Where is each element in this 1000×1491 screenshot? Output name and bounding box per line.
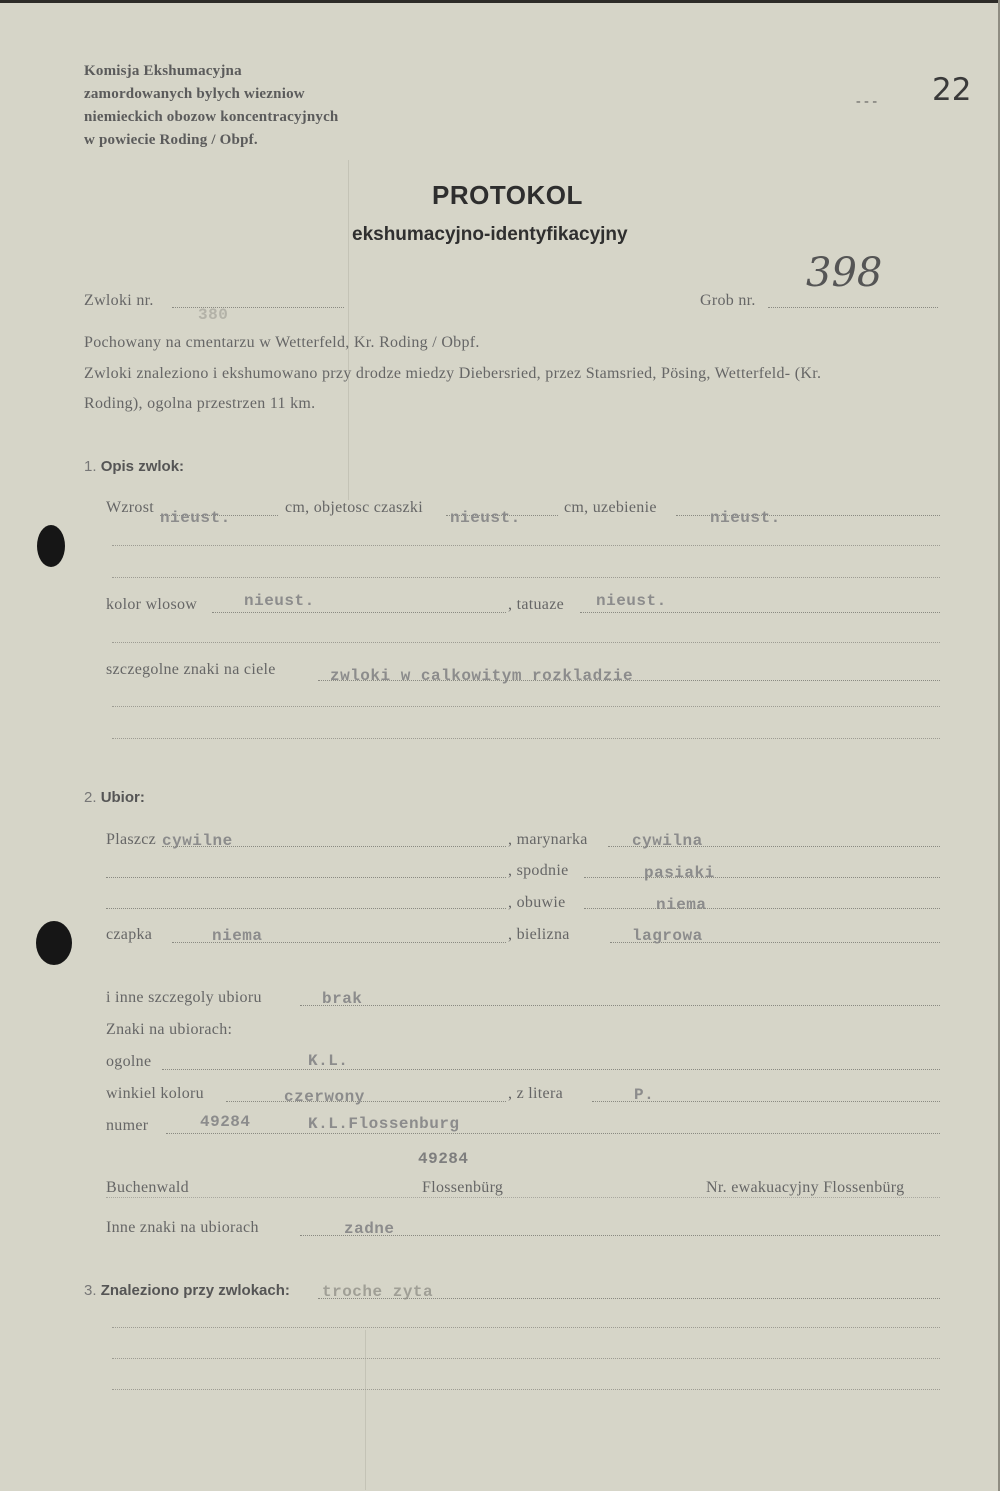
grave-number-label: Grob nr. (700, 292, 756, 309)
section-1-ruled-line (112, 738, 940, 739)
tattoo-line (580, 612, 940, 613)
found-text-line-1: Zwloki znaleziono i ekshumowano przy drodze miedzy Diebersried, przez Stamsried, Pösing, Wetterfeld- (Kr. (84, 365, 822, 382)
corpse-number-value: 380 (198, 306, 229, 324)
underwear-value: lagrowa (632, 927, 703, 945)
hair-color-line (212, 612, 506, 613)
triangle-color-line (226, 1101, 506, 1102)
section-1-ruled-line (112, 545, 940, 546)
other-clothing-marks-value: zadne (344, 1220, 395, 1238)
section-3-title: Znaleziono przy zwlokach: (100, 1282, 290, 1299)
coat-value: cywilne (162, 832, 233, 850)
jacket-label: , marynarka (508, 831, 588, 848)
camp-name-value: K.L.Flossenburg (308, 1115, 460, 1133)
section-1-ruled-line (112, 642, 940, 643)
section-2-number: 2. (84, 789, 97, 806)
section-3-ruled-line (112, 1389, 940, 1390)
org-line-2: zamordowanych bylych wiezniow (84, 86, 305, 102)
coat-label: Plaszcz (106, 831, 157, 848)
other-clothing-marks-line (300, 1235, 940, 1236)
general-marks-line (162, 1069, 940, 1070)
punch-hole-bottom (36, 921, 72, 965)
clothing-ruled-line (106, 877, 506, 878)
shoes-value: niema (656, 896, 707, 914)
jacket-value: cywilna (632, 832, 703, 850)
fold-line (365, 1330, 366, 1490)
column-labels-line (106, 1197, 940, 1198)
section-1-ruled-line (112, 706, 940, 707)
org-line-3: niemieckich obozow koncentracyjnych (84, 109, 339, 125)
found-items-value: troche zyta (322, 1283, 434, 1301)
other-clothing-marks-label: Inne znaki na ubiorach (106, 1219, 259, 1236)
prisoner-number-value: 49284 (200, 1113, 251, 1131)
fold-line (348, 160, 349, 500)
clothing-marks-title: Znaki na ubiorach: (106, 1021, 233, 1038)
found-items-line (318, 1298, 940, 1299)
prisoner-number-label: numer (106, 1117, 149, 1134)
section-3-ruled-line (112, 1358, 940, 1359)
section-2-heading (84, 789, 145, 806)
prisoner-number-line (166, 1133, 940, 1134)
trousers-label: , spodnie (508, 862, 569, 879)
grave-number-line (768, 307, 938, 308)
cap-label: czapka (106, 926, 153, 943)
other-details-label: i inne szczegoly ubioru (106, 989, 262, 1006)
coat-line (162, 846, 506, 847)
shoes-line (584, 908, 940, 909)
document-title: PROTOKOL (432, 180, 583, 210)
scan-top-edge (0, 0, 1000, 3)
tattoo-label: , tatuaze (508, 596, 564, 613)
general-marks-value: K.L. (308, 1052, 349, 1070)
cap-value: niema (212, 927, 263, 945)
evacuation-number-label: Nr. ewakuacyjny Flossenbürg (706, 1179, 905, 1196)
height-value: nieust. (160, 509, 231, 527)
trousers-line (584, 877, 940, 878)
other-details-line (300, 1005, 940, 1006)
found-text-line-2: Roding), ogolna przestrzen 11 km. (84, 395, 316, 412)
height-label: Wzrost (106, 499, 155, 516)
section-1-number: 1. (84, 458, 97, 475)
org-line-1: Komisja Ekshumacyjna (84, 63, 242, 79)
body-marks-label: szczegolne znaki na ciele (106, 661, 276, 678)
triangle-color-value: czerwony (284, 1088, 365, 1106)
clothing-ruled-line (106, 908, 506, 909)
page-number: 22 (932, 72, 972, 108)
shoes-label: , obuwie (508, 894, 566, 911)
teeth-value: nieust. (710, 509, 781, 527)
triangle-color-label: winkiel koloru (106, 1085, 204, 1102)
document-subtitle: ekshumacyjno-identyfikacyjny (352, 224, 628, 245)
section-3-ruled-line (112, 1327, 940, 1328)
body-marks-line (318, 680, 940, 681)
section-1-ruled-line (112, 577, 940, 578)
body-marks-value: zwloki w calkowitym rozkladzie (330, 667, 634, 685)
other-details-value: brak (322, 990, 363, 1008)
org-line-4: w powiecie Roding / Obpf. (84, 132, 258, 148)
buchenwald-column-label: Buchenwald (106, 1179, 189, 1196)
section-1-heading (84, 458, 184, 475)
grave-number-value: 398 (806, 250, 883, 296)
trousers-value: pasiaki (644, 864, 715, 882)
hair-color-value: nieust. (244, 592, 315, 610)
hair-color-label: kolor wlosow (106, 596, 198, 613)
flossenburg-number-value: 49284 (418, 1150, 469, 1168)
teeth-label: cm, uzebienie (564, 499, 657, 516)
tattoo-value: nieust. (596, 592, 667, 610)
section-2-title: Ubior: (100, 789, 145, 806)
letter-label: , z litera (508, 1085, 563, 1102)
jacket-line (608, 846, 940, 847)
skull-value: nieust. (450, 509, 521, 527)
section-3-number: 3. (84, 1282, 97, 1299)
punch-hole-top (37, 525, 65, 567)
underwear-label: , bielizna (508, 926, 570, 943)
flossenburg-column-label: Flossenbürg (422, 1179, 504, 1196)
general-marks-label: ogolne (106, 1053, 152, 1070)
section-1-title: Opis zwlok: (100, 458, 185, 475)
section-3-heading (84, 1282, 290, 1299)
skull-label: cm, objetosc czaszki (285, 499, 423, 516)
letter-value: P. (634, 1086, 655, 1104)
burial-place-text: Pochowany na cmentarzu w Wetterfeld, Kr. Roding / Obpf. (84, 334, 480, 351)
corner-marks: - - - (856, 94, 877, 109)
corpse-number-label: Zwloki nr. (84, 292, 154, 309)
